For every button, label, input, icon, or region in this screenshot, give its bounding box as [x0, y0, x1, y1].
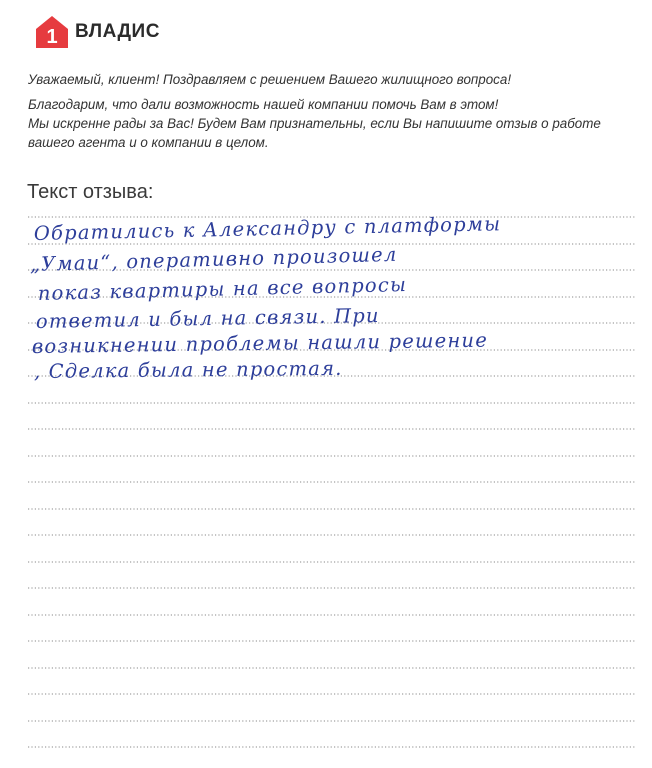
review-line-5: возникнении проблемы нашли решение — [31, 328, 489, 358]
logo-digit: 1 — [46, 26, 58, 48]
review-line-3: показ квартиры на все вопросы — [37, 272, 408, 305]
request-line: Мы искренне рады за Вас! Будем Вам признательны, если Вы напишите отзыв о работе — [28, 116, 601, 131]
request-line-continued: вашего агента и о компании в целом. — [28, 135, 269, 150]
greeting-line: Уважаемый, клиент! Поздравляем с решением Вашего жилищного вопроса! — [28, 72, 512, 87]
review-heading: Текст отзыва: — [27, 181, 154, 203]
review-line-4: ответил и был на связи. При — [35, 304, 380, 333]
brand-name: ВЛАДИС — [75, 21, 160, 42]
review-line-6: , Сделка была не простая. — [33, 356, 343, 383]
thanks-line: Благодарим, что дали возможность нашей компании помочь Вам в этом! — [28, 97, 499, 112]
review-line-2: „Умаи“, оперативно произошел — [29, 242, 398, 276]
review-line-1: Обратились к Александру с платформы — [33, 212, 502, 245]
